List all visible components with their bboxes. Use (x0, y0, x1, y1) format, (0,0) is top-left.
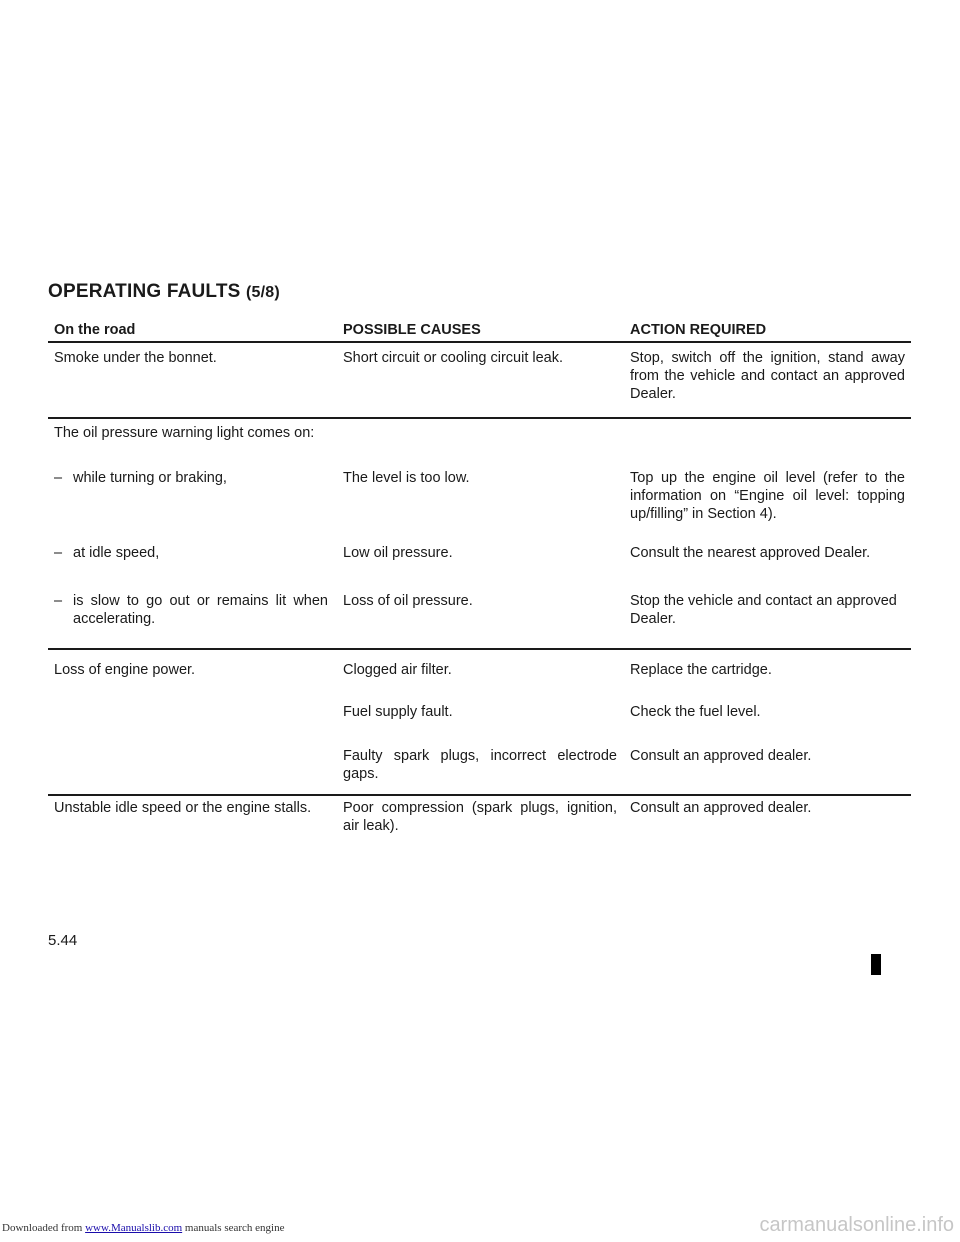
section-edge-marker (871, 954, 881, 975)
watermark-text: carmanualsonline.info (759, 1214, 954, 1236)
column-header-action: ACTION REQUIRED (630, 322, 767, 338)
dash-marker: – (54, 545, 63, 561)
action-cell: Consult the nearest approved Dealer. (630, 545, 871, 561)
row-divider (48, 648, 911, 650)
sub-symptom-cell (54, 544, 328, 562)
action-cell: Top up the engine oil level (refer to the information on “Engine oil level: topping up/filling” in Section 4). (630, 470, 905, 522)
cause-cell: Fuel supply fault. (343, 704, 453, 720)
dash-marker: – (54, 593, 63, 609)
action-cell: Consult an approved dealer. (630, 800, 812, 816)
cause-cell: Low oil pressure. (343, 545, 453, 561)
symptom-cell: The oil pressure warning light comes on: (54, 425, 315, 441)
cause-cell: The level is too low. (343, 470, 470, 486)
footer-suffix: manuals search engine (184, 1222, 285, 1234)
header-divider (48, 341, 911, 343)
page-title (48, 281, 280, 303)
cause-cell: Loss of oil pressure. (343, 593, 473, 609)
column-header-causes: POSSIBLE CAUSES (343, 322, 481, 338)
sub-symptom-text: while turning or braking, (73, 470, 227, 486)
cause-cell: Poor compression (spark plugs, ignition, air leak). (343, 800, 617, 834)
download-footer (2, 1222, 284, 1234)
sub-symptom-text: at idle speed, (73, 545, 160, 561)
cause-cell: Clogged air filter. (343, 662, 452, 678)
action-cell: Consult an approved dealer. (630, 748, 812, 764)
action-cell: Check the fuel level. (630, 704, 761, 720)
title-main: OPERATING FAULTS (48, 281, 241, 302)
sub-symptom-text: is slow to go out or remains lit when accelerating. (73, 593, 328, 627)
row-divider (48, 417, 911, 419)
action-cell: Stop the vehicle and contact an approved Dealer. (630, 593, 897, 627)
title-part: (5/8) (245, 284, 280, 301)
symptom-cell: Unstable idle speed or the engine stalls. (54, 800, 312, 816)
manualslib-link[interactable]: www.Manualslib.com (85, 1222, 183, 1234)
column-header-symptom: On the road (54, 322, 136, 338)
sub-symptom-cell (54, 592, 328, 628)
action-cell: Replace the cartridge. (630, 662, 772, 678)
page-number: 5.44 (48, 932, 78, 949)
symptom-cell: Smoke under the bonnet. (54, 350, 217, 366)
row-divider (48, 794, 911, 796)
dash-marker: – (54, 470, 63, 486)
sub-symptom-cell (54, 469, 328, 487)
symptom-cell: Loss of engine power. (54, 662, 196, 678)
cause-cell: Faulty spark plugs, incorrect electrode gaps. (343, 748, 617, 782)
action-cell: Stop, switch off the ignition, stand away from the vehicle and contact an approved Dealer. (630, 350, 905, 402)
footer-prefix: Downloaded from (2, 1222, 83, 1234)
cause-cell: Short circuit or cooling circuit leak. (343, 350, 563, 366)
